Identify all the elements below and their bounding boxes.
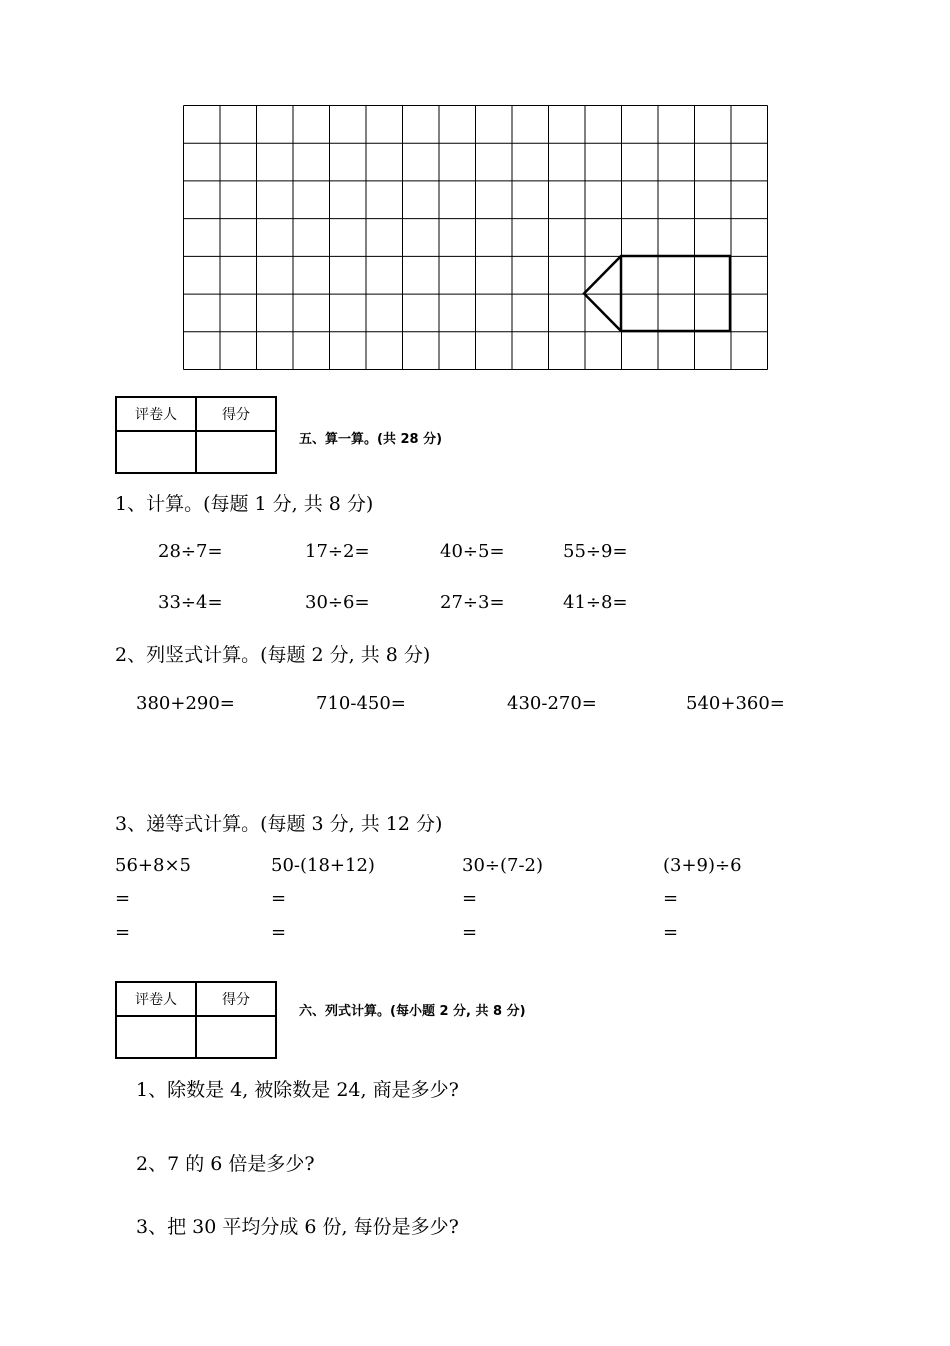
word-problem-2: 2、7 的 6 倍是多少? (136, 1153, 315, 1175)
grader-header: 评卷人 (116, 982, 196, 1016)
q3-eq: = (115, 922, 131, 943)
q2-item: 430-270= (507, 693, 597, 714)
q3-eq: = (462, 922, 478, 943)
q3-eq: = (115, 888, 131, 909)
q3-eq: = (271, 922, 287, 943)
q3-eq: = (663, 888, 679, 909)
q2-title: 2、列竖式计算。(每题 2 分, 共 8 分) (115, 644, 431, 666)
word-problem-3: 3、把 30 平均分成 6 份, 每份是多少? (136, 1216, 459, 1238)
q3-eq: = (663, 922, 679, 943)
q1-item: 27÷3= (440, 592, 505, 613)
q3-item: 50-(18+12) (271, 855, 375, 876)
q3-title: 3、递等式计算。(每题 3 分, 共 12 分) (115, 813, 443, 835)
grader-cell (116, 1016, 196, 1058)
q2-item: 540+360= (686, 693, 785, 714)
q3-item: 30÷(7-2) (462, 855, 544, 876)
score-header: 得分 (196, 982, 276, 1016)
pencil-shape (584, 256, 730, 331)
section6-title: 六、列式计算。(每小题 2 分, 共 8 分) (299, 1004, 526, 1019)
q1-item: 41÷8= (563, 592, 628, 613)
grader-header: 评卷人 (116, 397, 196, 431)
word-problem-1: 1、除数是 4, 被除数是 24, 商是多少? (136, 1079, 459, 1101)
grid-figure (183, 105, 768, 371)
score-cell (196, 1016, 276, 1058)
q1-item: 28÷7= (158, 541, 223, 562)
q1-item: 17÷2= (305, 541, 370, 562)
q1-item: 30÷6= (305, 592, 370, 613)
score-box-6 (115, 981, 277, 1059)
q1-item: 40÷5= (440, 541, 505, 562)
q3-item: (3+9)÷6 (663, 855, 742, 876)
score-header: 得分 (196, 397, 276, 431)
score-cell (196, 431, 276, 473)
q2-item: 710-450= (316, 693, 406, 714)
section5-title: 五、算一算。(共 28 分) (299, 432, 443, 447)
q2-item: 380+290= (136, 693, 235, 714)
q1-title: 1、计算。(每题 1 分, 共 8 分) (115, 493, 374, 515)
q3-eq: = (271, 888, 287, 909)
q3-item: 56+8×5 (115, 855, 191, 876)
score-box-5 (115, 396, 277, 474)
q1-item: 55÷9= (563, 541, 628, 562)
grader-cell (116, 431, 196, 473)
q1-item: 33÷4= (158, 592, 223, 613)
q3-eq: = (462, 888, 478, 909)
